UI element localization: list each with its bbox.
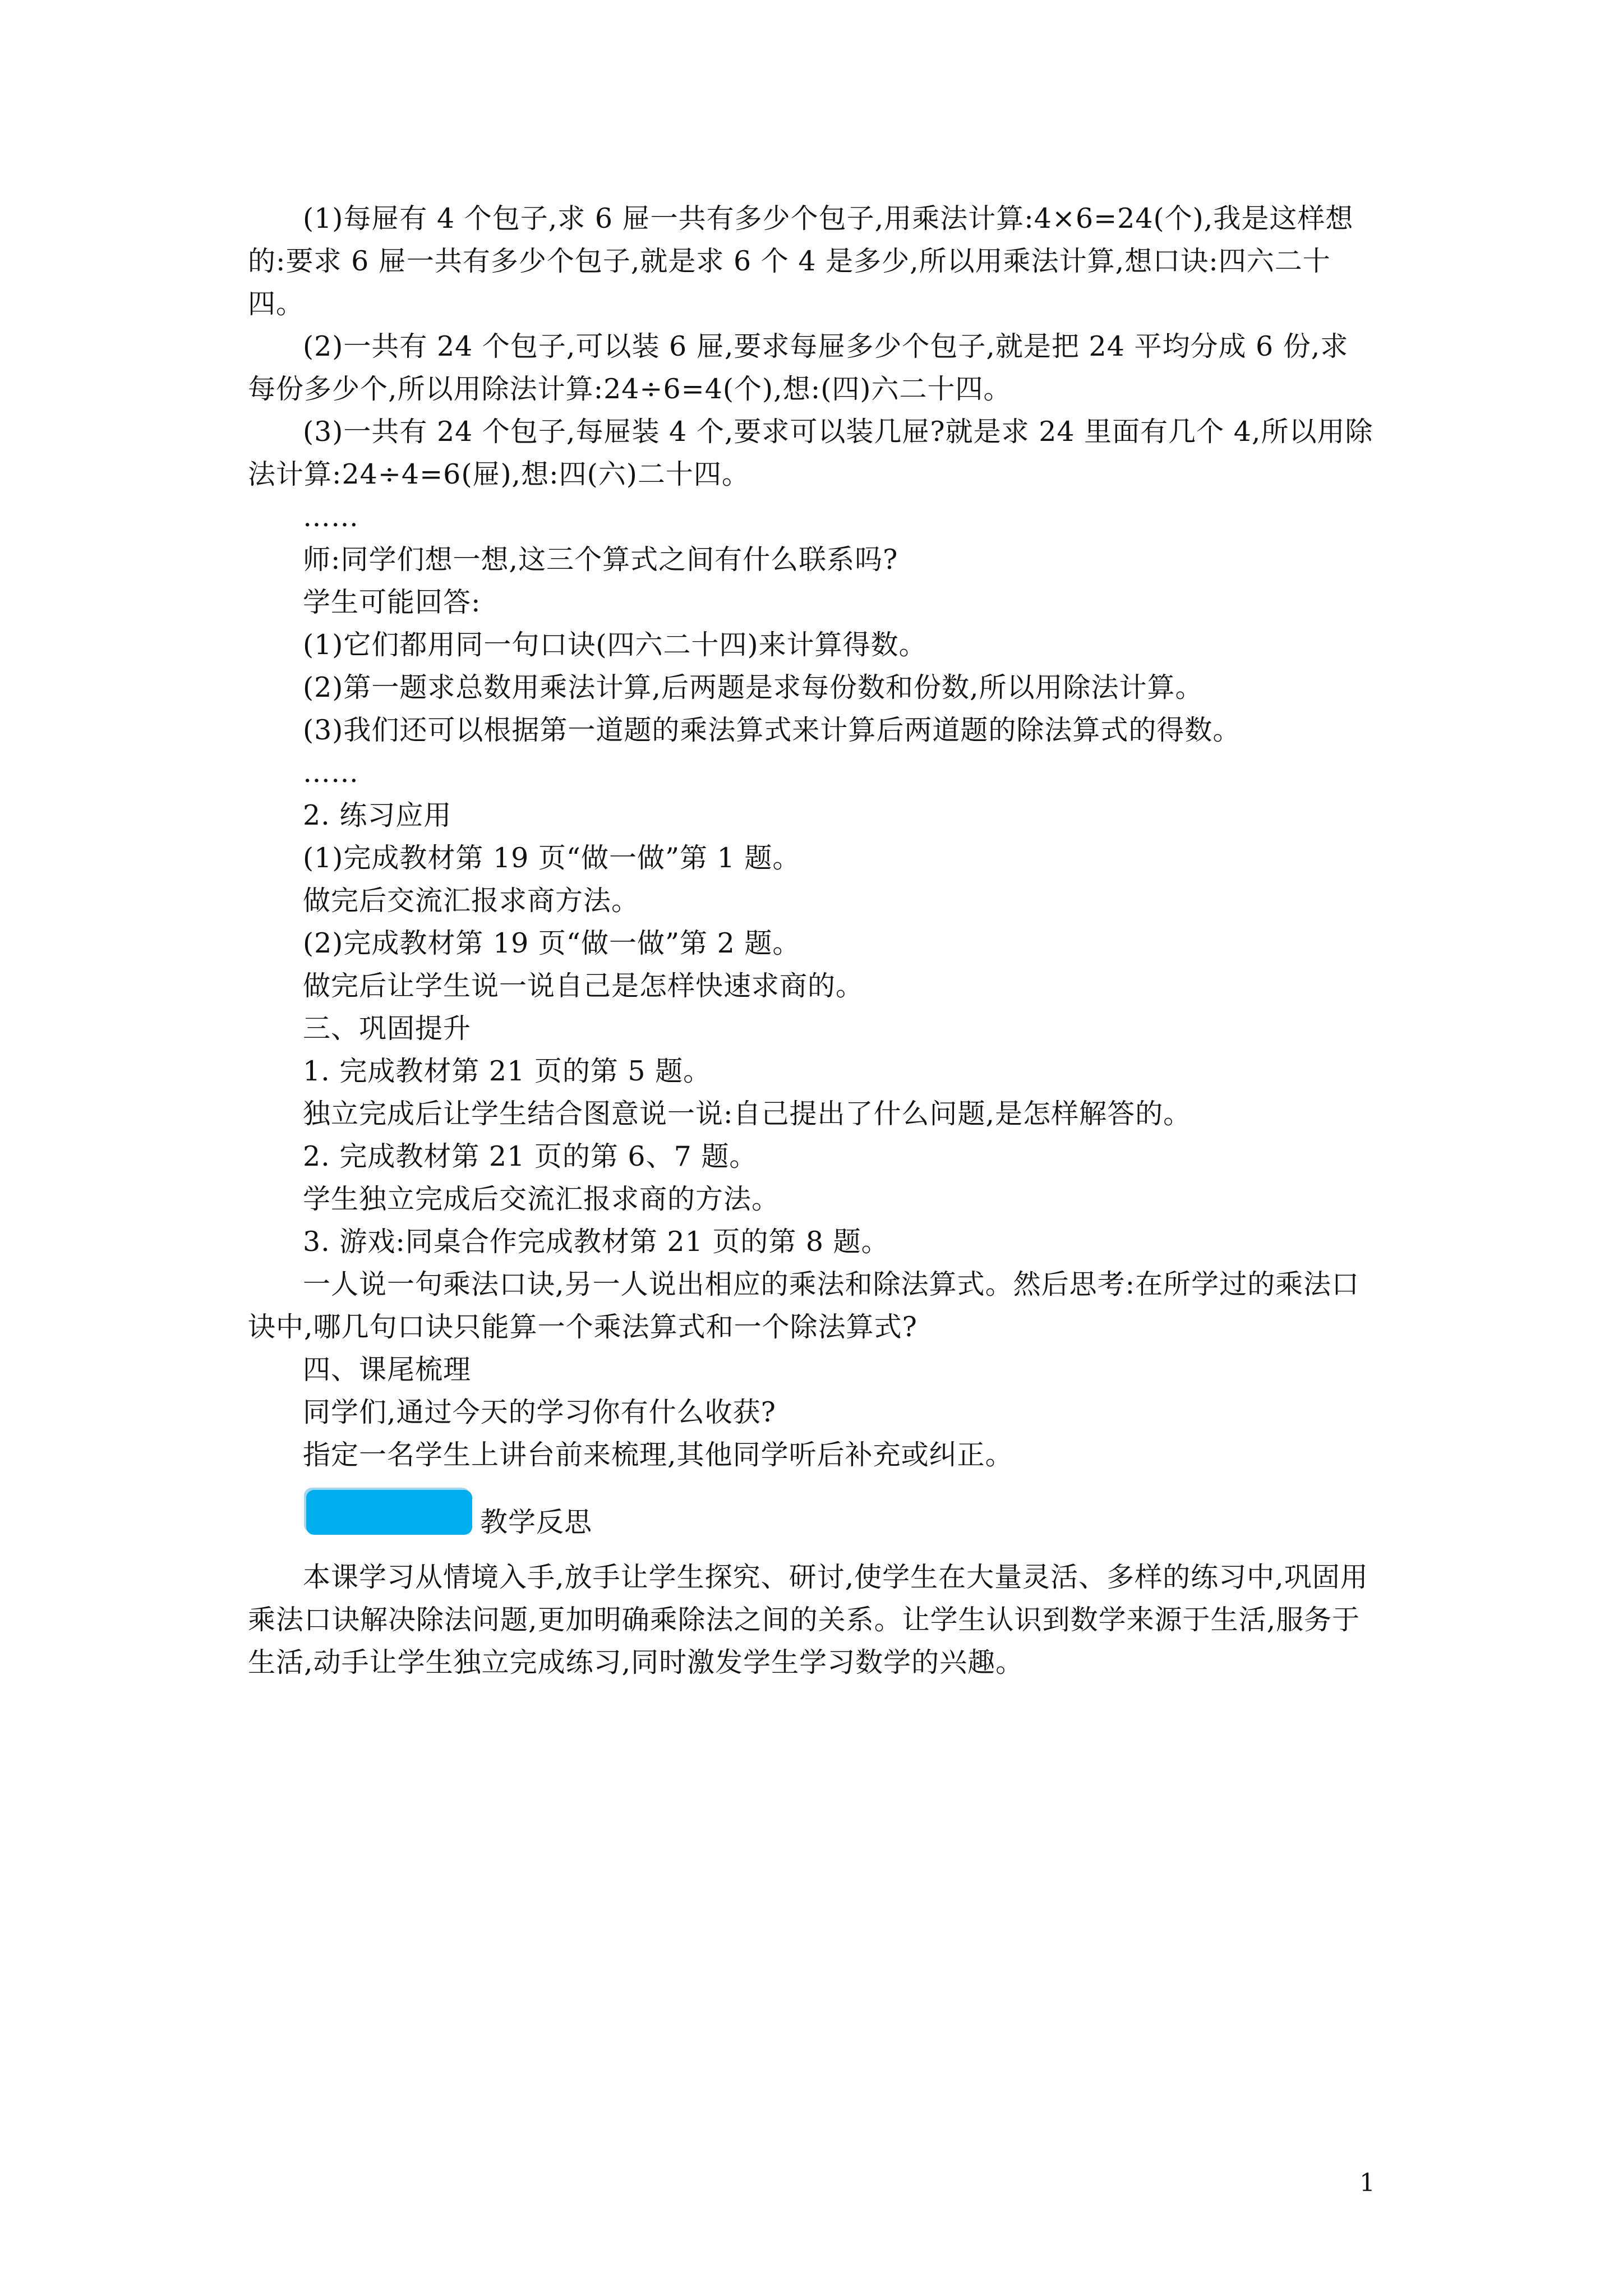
paragraph-2: (2)一共有 24 个包子,可以装 6 屉,要求每屉多少个包子,就是把 24 平均分成 6 份,求每份多少个,所以用除法计算:24÷6=4(个),想:(四)六二十四。 bbox=[248, 330, 1349, 405]
consolidate-note-2: 学生独立完成后交流汇报求商的方法。 bbox=[303, 1183, 780, 1215]
game-description: 一人说一句乘法口诀,另一人说出相应的乘法和除法算式。然后思考:在所学过的乘法口诀中,哪几句口诀只能算一个乘法算式和一个除法算式? bbox=[248, 1268, 1360, 1343]
consolidate-item-3: 3. 游戏:同桌合作完成教材第 21 页的第 8 题。 bbox=[303, 1226, 889, 1258]
teacher-question: 师:同学们想一想,这三个算式之间有什么联系吗? bbox=[303, 544, 898, 576]
page-number: 1 bbox=[1359, 2169, 1375, 2197]
consolidate-item-2: 2. 完成教材第 21 页的第 6、7 题。 bbox=[303, 1140, 758, 1172]
answer-3: (3)我们还可以根据第一道题的乘法算式来计算后两道题的除法算式的得数。 bbox=[303, 714, 1241, 746]
summary-question: 同学们,通过今天的学习你有什么收获? bbox=[303, 1396, 776, 1428]
ellipsis-1: …… bbox=[303, 501, 359, 533]
reflection-header bbox=[248, 1487, 1375, 1548]
practice-heading: 2. 练习应用 bbox=[303, 799, 452, 831]
practice-item-2: (2)完成教材第 19 页“做一做”第 2 题。 bbox=[303, 927, 801, 959]
practice-item-1: (1)完成教材第 19 页“做一做”第 1 题。 bbox=[303, 842, 801, 874]
ellipsis-2: …… bbox=[303, 757, 359, 789]
reflection-title: 教学反思 bbox=[480, 1506, 593, 1538]
answer-2: (2)第一题求总数用乘法计算,后两题是求每份数和份数,所以用除法计算。 bbox=[303, 671, 1204, 703]
consolidate-heading: 三、巩固提升 bbox=[303, 1013, 472, 1045]
reflection-text: 本课学习从情境入手,放手让学生探究、研讨,使学生在大量灵活、多样的练习中,巩固用乘法口诀解决除法问题,更加明确乘除法之间的关系。让学生认识到数学来源于生活,服务于生活,动手让学生独立完成练习,同时激发学生学习数学的兴趣。 bbox=[248, 1561, 1368, 1678]
consolidate-item-1: 1. 完成教材第 21 页的第 5 题。 bbox=[303, 1055, 712, 1087]
summary-instruction: 指定一名学生上讲台前来梳理,其他同学听后补充或纠正。 bbox=[303, 1439, 1013, 1471]
answer-1: (1)它们都用同一句口诀(四六二十四)来计算得数。 bbox=[303, 629, 927, 661]
summary-heading: 四、课尾梳理 bbox=[303, 1354, 472, 1386]
consolidate-note-1: 独立完成后让学生结合图意说一说:自己提出了什么问题,是怎样解答的。 bbox=[303, 1098, 1192, 1130]
practice-note-1: 做完后交流汇报求商方法。 bbox=[303, 885, 640, 917]
student-answer-intro: 学生可能回答: bbox=[303, 586, 481, 618]
paragraph-1: (1)每屉有 4 个包子,求 6 屉一共有多少个包子,用乘法计算:4×6=24(个),我是这样想的:要求 6 屉一共有多少个包子,就是求 6 个 4 是多少,所以用乘法计算,想口诀:四六二十四。 bbox=[248, 203, 1354, 320]
reflection-badge bbox=[306, 1490, 472, 1535]
paragraph-3: (3)一共有 24 个包子,每屉装 4 个,要求可以装几屉?就是求 24 里面有几个 4,所以用除法计算:24÷4=6(屉),想:四(六)二十四。 bbox=[248, 416, 1373, 490]
document-body bbox=[248, 197, 1375, 1684]
practice-note-2: 做完后让学生说一说自己是怎样快速求商的。 bbox=[303, 970, 864, 1002]
